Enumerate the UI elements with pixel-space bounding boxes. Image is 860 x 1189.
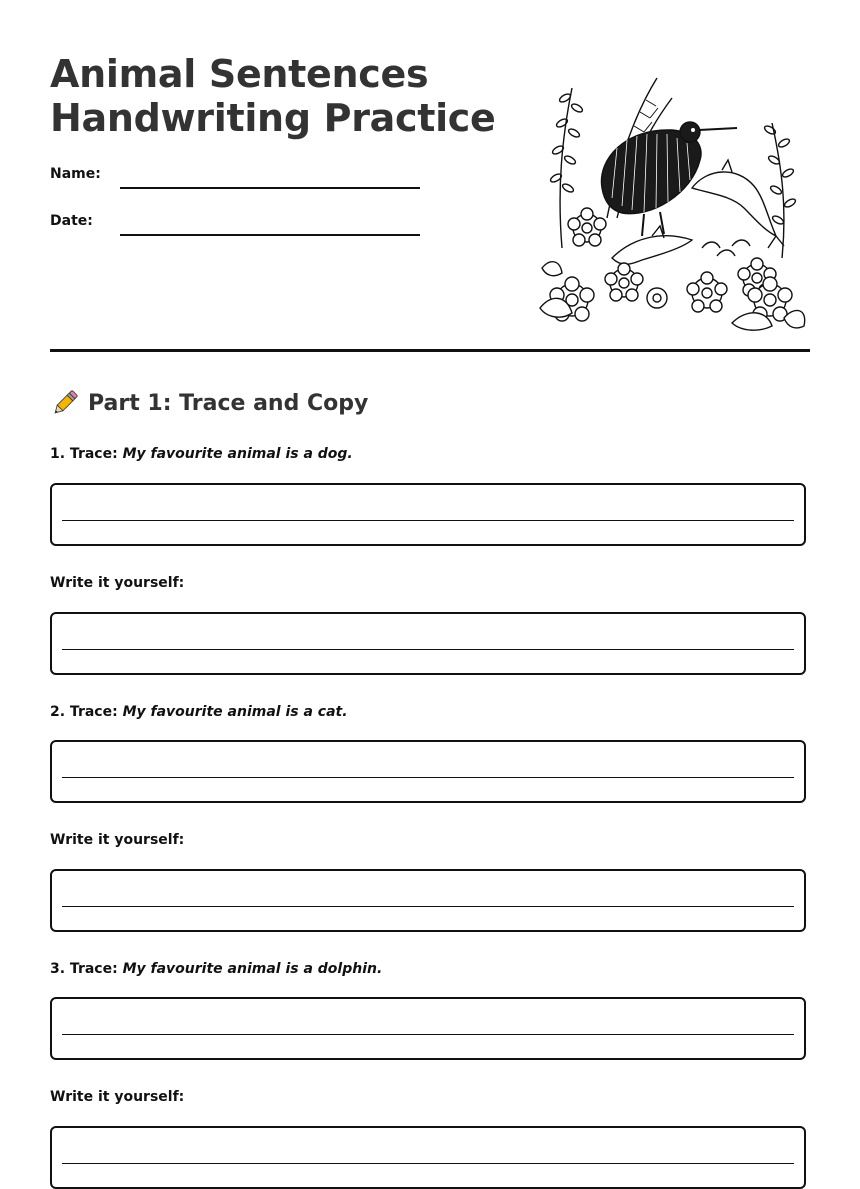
trace-sentence: My favourite animal is a dolphin. (122, 961, 383, 977)
name-field-line[interactable] (120, 187, 420, 189)
title-line-2: Handwriting Practice (50, 96, 496, 140)
title-line-1: Animal Sentences (50, 52, 429, 96)
trace-prompt-2 (50, 704, 348, 720)
header-divider (50, 349, 810, 352)
write-prompt-1: Write it yourself: (50, 575, 185, 591)
write-box-1[interactable] (50, 612, 806, 675)
pencil-icon (50, 388, 80, 418)
write-box-3[interactable] (50, 1126, 806, 1189)
guide-line (62, 1163, 794, 1164)
trace-prompt-1 (50, 446, 353, 462)
left-fern-leaves (549, 92, 583, 193)
write-prompt-2: Write it yourself: (50, 832, 185, 848)
page-title (50, 52, 496, 140)
trace-box-2[interactable] (50, 740, 806, 803)
dolphin-lower (612, 226, 692, 264)
guide-line (62, 906, 794, 907)
trace-box-1[interactable] (50, 483, 806, 546)
trace-sentence: My favourite animal is a cat. (122, 704, 348, 720)
date-field-line[interactable] (120, 234, 420, 236)
guide-line (62, 520, 794, 521)
name-label: Name: (50, 166, 101, 182)
part-1-heading-text: Part 1: Trace and Copy (88, 390, 369, 416)
date-label: Date: (50, 213, 93, 229)
guide-line (62, 649, 794, 650)
dolphin-upper (692, 160, 784, 248)
kiwi-dolphin-illustration (532, 68, 812, 338)
guide-line (62, 777, 794, 778)
trace-label: 2. Trace: (50, 704, 118, 720)
write-prompt-3: Write it yourself: (50, 1089, 185, 1105)
part-1-heading (50, 388, 368, 418)
trace-box-3[interactable] (50, 997, 806, 1060)
trace-sentence: My favourite animal is a dog. (122, 446, 353, 462)
guide-line (62, 1034, 794, 1035)
trace-label: 3. Trace: (50, 961, 118, 977)
write-box-2[interactable] (50, 869, 806, 932)
trace-prompt-3 (50, 961, 382, 977)
trace-label: 1. Trace: (50, 446, 118, 462)
flowers (550, 208, 792, 321)
